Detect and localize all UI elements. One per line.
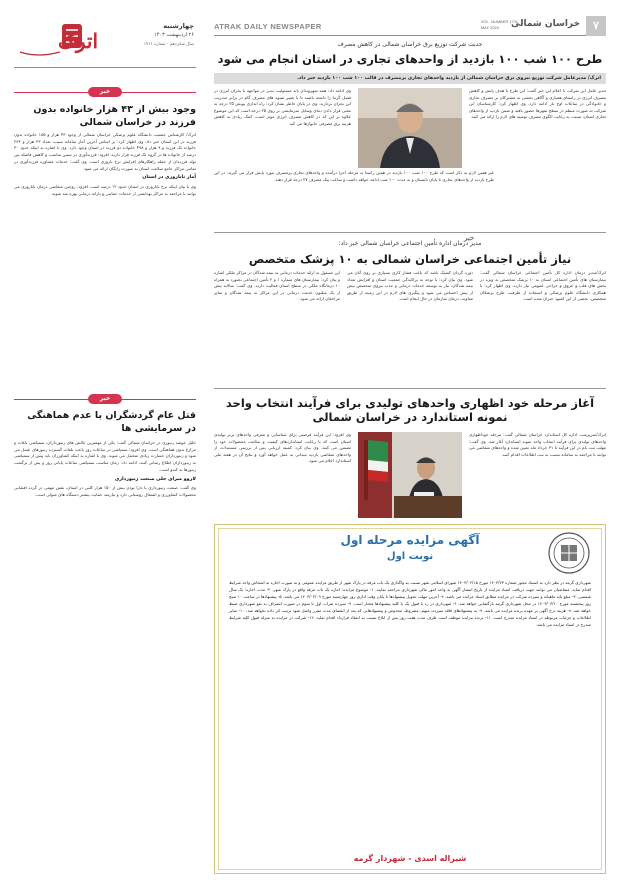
auction-ad (214, 524, 606, 874)
official-at-desk-photo (358, 432, 462, 518)
ad-subtitle: نوبت اول (386, 551, 434, 562)
left2-title: قتل عام گردشگران با عدم هماهنگی در سرمایشی ها (27, 410, 196, 434)
story1-col3: غیر همین لازم به ذکر است که طرح ۱۰۰ شب ۱۰۰ بازدید در همین راستا به مرحله اجرا درآمده و واحدهای تجاری پرمصرف مورد پایش قرار می گیرند. در این طرح بازدید از واحدهای تجاری تا پایان تابستان و به مدت ۱۰۰ شب ادامه خواهد داشت و ساعت پیک مصرف ۲۷ درجه قرار دهند. (214, 170, 494, 182)
story2-col1: اترک/مدیر درمان اداره کل تأمین اجتماعی خراسان شمالی گفت: بیمارستان های تأمین اجتماعی استان به ۱۰ پزشک متخصص به ویژه در بخش های قلب و عروق و جراحی عمومی نیاز دارند. وی اظهار کرد: با همکاری دانشگاه علوم پزشکی و استفاده از ظرفیت طرح پزشکان متخصص، بخشی از این کمبود جبران شده است. (480, 270, 606, 301)
story1-photo (358, 88, 462, 168)
left1-body: اترک/ کارشناس جمعیت دانشگاه علوم پزشکی خراسان شمالی از وجود ۴۳ هزار و ۱۸۵ خانواده بدون فرزند در این استان خبر داد. وی اظهار کرد: بر اساس آخرین آمار سامانه سیب، تعداد ۲۳ هزار و ۲۳۶ خانواده تک فرزند و ۹ هزار و ۴۹۸ خانواده دو فرزند در استان وجود دارد. وی با اشاره به اینکه حدود ۳۰ درصد از خانواده ها در گروه تک فرزند قرار دارند، افزود: فرزندآوری در سنین مناسب و کاهش فاصله بین تولد فرزندان از جمله راهکارهای افزایش نرخ باروری است. وی گفت: خدمات مشاوره فرزندآوری در تمامی مراکز جامع سلامت استان به صورت رایگان ارائه می شود. آمار ناباروری در استان وی با بیان اینکه نرخ ناباروری در استان حدود ۱۲ درصد است، افزود: زوجین متقاضی درمان ناباروری می توانند با مراجعه به مراکز بهداشتی از خدمات حمایتی و یارانه درمانی بهره مند شوند. (14, 132, 196, 196)
left2-subhead: لاروو مبرای جلی صنعت زنبورداری (114, 476, 196, 482)
section-title: خراسان شمالی (511, 19, 580, 29)
story1-col1: مدیر عامل این شرکت با اعلام این خبر گفت: این طرح با هدف پایش و کاهش مصرف انرژی در راستای همیاری و آگاهی بخشی به مشترکان بر مصرف تجاری و خانوادگی در ساعات اوج بار ادامه دارد. وی اظهار کرد: کارشناسان این شرکت به صورت منظم در سطح شهرها حضور یافته و ضمن بازدید از واحدهای تجاری استان، نسبت به رعایت الگوی مصرف توصیه های لازم را ارائه می کنند. (469, 88, 606, 119)
story2-body (214, 270, 606, 390)
ad-body: شهرداری گرمه در نظر دارد به استناد مجوز شماره ۱۴۰۳/۲۳ مورخ ۱۴۰۳/۰۲/۱۵ شورای اسلامی شهر نسبت به واگذاری یک باب غرفه در پارک شهر از طریق مزایده عمومی و به صورت اجاره به اشخاص واجد شرایط اقدام نماید. متقاضیان می توانند جهت دریافت اسناد مزایده از تاریخ انتشار آگهی به واحد امور مالی شهرداری مراجعه نمایند. ۱- موضوع مزایده: اجاره یک باب غرفه واقع در پارک شهر. ۲- مدت اجاره: یک سال شمسی. ۳- مبلغ پایه ماهیانه و سپرده شرکت در مزایده مطابق اسناد مزایده می باشد. ۴- آخرین مهلت تحویل پیشنهادها تا پایان وقت اداری روز چهارشنبه مورخ ۱۴۰۳/۰۳/۰۹ می باشد. ۵- پیشنهادها در ساعت ۱۰ صبح روز پنجشنبه مورخ ۱۴۰۳/۰۳/۱۰ در محل شهرداری گرمه بازگشایی خواهد شد. ۶- شهرداری در رد یا قبول یک یا کلیه پیشنهادها مختار است. ۷- سپرده نفرات اول تا سوم در صورت انصراف به نفع شهرداری ضبط خواهد شد. ۸- هزینه درج آگهی بر عهده برنده مزایده می باشد. ۹- به پیشنهادهای فاقد سپرده، مبهم، مشروط، مخدوش و پیشنهادهایی که بعد از انقضای مدت مقرر واصل شود ترتیب اثر داده نخواهد شد. ۱۰- سایر اطلاعات و جزئیات مربوطه در اسناد مزایده مندرج است. ۱۱- برنده مزایده موظف است ظرف مدت هفت روز پس از ابلاغ نسبت به انعقاد قرارداد اقدام نماید. ۱۲- شرکت در مزایده به منزله قبول کلیه شرایط مندرج در اسناد مزایده می باشد. (229, 580, 592, 628)
story1-body-lower (214, 170, 494, 226)
issue-number: سال شانزدهم - شماره ۱۷۱۱ (143, 41, 194, 46)
svg-text:اترک: اترک (58, 29, 99, 53)
news-badge: خبر (88, 394, 122, 404)
ad-title: آگهی مزایده مرحله اول (340, 533, 480, 547)
masthead (14, 16, 196, 68)
story2-kicker: مدیر درمان اداره تأمین اجتماعی خراسان شمالی خبر داد: (338, 240, 482, 247)
story3-photo (358, 432, 462, 518)
divider (214, 232, 606, 233)
story3-col1: اترک/سرپرست اداره کل استاندارد خراسان شمالی گفت: مرحله خوداظهاری واحدهای تولیدی برای فرآیند انتخاب واحد نمونه استاندارد آغاز شد. وی گفت: مهلت ثبت نام در این فرآیند تا ۳۱ خرداد ماه تعیین شده و واحدهای متقاضی می توانند با مراجعه به سامانه نسبت به ثبت اطلاعات اقدام کنند. (469, 432, 606, 457)
left1-subhead: آمار ناباروری در استان (142, 175, 196, 181)
story3-headline: آغاز مرحله خود اظهاری واحدهای تولیدی برای فرآیند انتخاب واحد نمونه استاندارد در خراسان شمالی (225, 396, 595, 425)
divider (214, 388, 606, 389)
story2-col3: این مسئول به ارائه خدمات درمانی به بیمه شدگان در مراکز ملکی اشاره و بیان کرد: بیمارستان های شماره ۱ و ۲ تأمین اجتماعی بجنورد به همراه ۱۰ درمانگاه ملکی در سطح استان فعالیت دارند. وی گفت: سالانه بیش از یک میلیون خدمت درمانی در این مراکز به بیمه شدگان و سایر مراجعان ارائه می شود. (214, 270, 340, 301)
volume-info: VOL. NUMBER 1711 MAY 2024 (480, 19, 518, 30)
atrak-logo (16, 18, 99, 60)
story3-body (214, 432, 606, 518)
paper-name: ATRAK DAILY NEWSPAPER (214, 22, 322, 31)
issue-date: ۲۶ اردیبهشت ۱۴۰۳ (154, 32, 194, 38)
khabar-mark: خبر (464, 233, 475, 242)
page-number: ۷ (586, 16, 606, 36)
story2-headline: نیاز تأمین اجتماعی خراسان شمالی به ۱۰ پزشک متخصص (248, 252, 572, 266)
issue-day: چهارشنبه (163, 22, 194, 30)
story1-headline: طرح ۱۰۰ شب ۱۰۰ بازدید از واحدهای تجاری در استان انجام می شود (217, 52, 603, 66)
story1-kicker: جدیت شرکت توزیع برق خراسان شمالی در کاهش مصرف (337, 41, 483, 48)
story1-col2: وی ادامه داد: همه شهروندان باید مسئولیت بدنی در مواجهه با بحران انرژی در فصل گرما را داشته باشند تا با تغییر شیوه های مصرف گام در برابر مدیریت این بحران بردارند. وی در پایان خاطر نشان کرد: راه اندازی پویش ۲۵ درجه به معنی قرار دادن دمای وسایل سرمایشی بر روی ۲۵ درجه است که این موضوع علاوه بر این که در کاهش مصرف انرژی موثر است، کمک زیادی به کاهش هزینه برق مصرفی خانوارها می کند. (214, 88, 351, 126)
news-badge: خبر (88, 87, 122, 97)
left2-body: خلیل خوشه زنبوری در خراسان شمالی گفت: یکی از مهمترین چالش های زنبورداران، سمپاشی باغات و مزارع بدون هماهنگی است. وی افزود: سمپاشی در ساعات روز باعث تلفات گسترده زنبورهای عسل می شود و زنبورداران خسارت زیادی متحمل می شوند. وی با اشاره به اینکه کشاورزان باید پیش از سمپاشی به زنبورداران اطلاع رسانی کنند، ادامه داد: زمان مناسب سمپاشی ساعات پایانی روز و پس از برگشت زنبورها به کندو است. لاروو مبرای جلی صنعت زنبورداری وی گفت: صنعت زنبورداری با دارا بودن بیش از ۱۵۰ هزار کلنی در استان، نقش مهمی در گرده افشانی محصولات کشاورزی و اشتغال روستایی دارد و نیازمند حمایت بیشتر دستگاه های متولی است. (14, 440, 196, 497)
left1-title: وجود بیش از ۴۳ هزار خانواده بدون فرزند در خراسان شمالی (33, 104, 196, 128)
story3-col2: وی افزود: این فرآیند فرصتی برای شناسایی و معرفی واحدهای برتر تولیدی استان است که با رعایت استانداردهای کیفیت و سلامت محصولات خود را تضمین می کنند. وی بیان کرد: کمیته ارزیابی پس از بررسی مستندات، از واحدهای متقاضی بازدید میدانی به عمل خواهد آورد و نتایج آن در هفته ملی استاندارد اعلام می شود. (214, 432, 351, 463)
page-header (214, 16, 606, 36)
ad-signature: شیراله اسدی - شهردار گرمه (353, 854, 467, 863)
story1-lead: اترک/ مدیرعامل شرکت توزیع نیروی برق خراسان شمالی از بازدید واحدهای تجاری پرمصرف در قالب ۱۰۰ شب ۱۰۰ بازدید خبر داد. (214, 73, 606, 84)
man-portrait-photo (358, 88, 462, 168)
story2-col2: دوره گردان کشیک باشد که باعث فشار کاری بسیاری بر روی آنان می شود. وی بیان کرد: با توجه به پراکندگی جمعیت استان و افزایش تعداد بیمه شدگان، نیاز به توسعه خدمات درمانی و جذب نیروی متخصص بیش از پیش احساس می شود و پیگیری های لازم در این زمینه از طریق معاونت درمان سازمان در حال انجام است. (347, 270, 473, 301)
